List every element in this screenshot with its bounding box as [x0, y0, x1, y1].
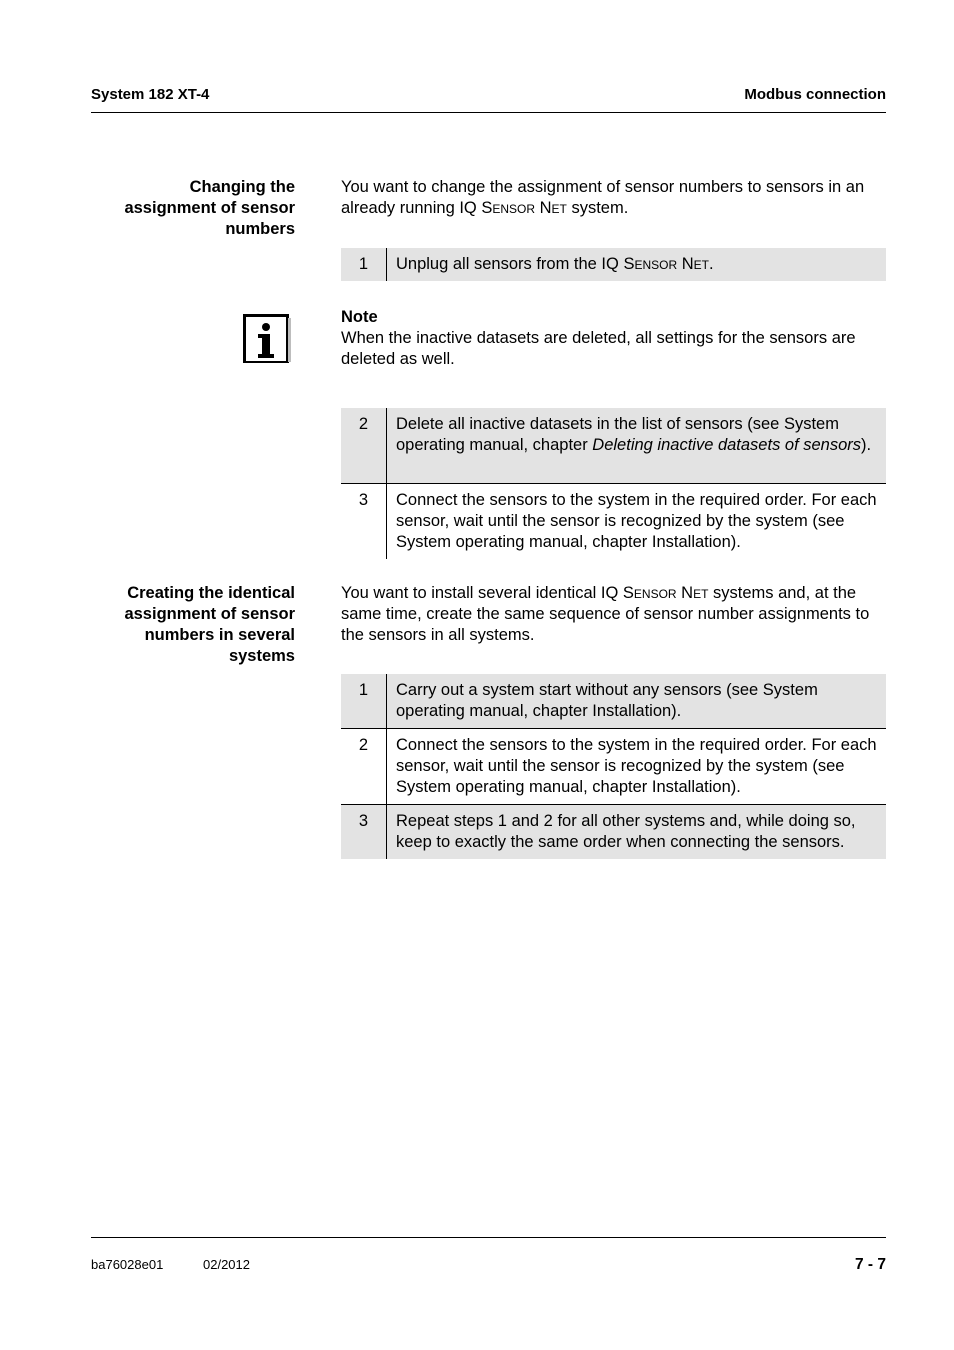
note-block — [341, 307, 886, 370]
step-number: 2 — [341, 729, 387, 805]
note-title: Note — [341, 308, 378, 326]
step-text-part: Delete all inactive datasets in the list of sensors (see System operating manual, chapter — [396, 415, 839, 454]
step-number: 3 — [341, 484, 387, 560]
heading-line: Creating the identical — [127, 584, 295, 602]
chapter-reference: Deleting inactive datasets of sensors — [592, 436, 862, 454]
step-row — [341, 408, 886, 484]
step-text: Connect the sensors to the system in the required order. For each sensor, wait until the sensor is recognized by the system (see System operating manual, chapter Installation). — [387, 484, 887, 560]
section1-step-table-b — [341, 408, 886, 559]
document-code: ba76028e01 — [91, 1257, 164, 1272]
step-number: 3 — [341, 805, 387, 860]
step-number: 2 — [341, 408, 387, 484]
product-name: Sensor Net — [622, 584, 709, 602]
step-row — [341, 484, 886, 560]
intro-text: You want to change the assignment of sensor numbers to sensors in an already running IQ — [341, 178, 865, 217]
step-number: 1 — [341, 248, 387, 281]
info-icon — [243, 314, 292, 363]
step-text: Repeat steps 1 and 2 for all other systems and, while doing so, keep to exactly the same order when connecting the sensors. — [387, 805, 887, 860]
step-row — [341, 674, 886, 729]
section2-intro — [341, 583, 886, 646]
product-name: Sensor Net — [481, 199, 567, 217]
step-text — [387, 408, 887, 484]
step-number: 1 — [341, 674, 387, 729]
document-date: 02/2012 — [203, 1257, 250, 1272]
intro-text: system. — [566, 199, 629, 217]
heading-line: assignment of sensor — [124, 199, 295, 217]
heading-line: assignment of sensor — [124, 605, 295, 623]
step-row — [341, 805, 886, 860]
heading-line: systems — [228, 647, 295, 665]
step-text-part: . — [708, 255, 714, 273]
heading-line: numbers in several — [144, 626, 295, 644]
step-text: Connect the sensors to the system in the required order. For each sensor, wait until the sensor is recognized by the system (see System operating manual, chapter Installation). — [387, 729, 887, 805]
step-text-part: ). — [861, 436, 872, 454]
section1-intro — [341, 177, 886, 219]
running-header-title: System 182 XT-4 — [91, 86, 210, 103]
step-text — [387, 248, 887, 281]
section2-step-table — [341, 674, 886, 859]
product-name: Sensor Net — [623, 255, 709, 273]
header-rule — [91, 112, 886, 113]
footer-rule — [91, 1237, 886, 1238]
section1-step-table-a — [341, 248, 886, 281]
step-text-part: Unplug all sensors from the IQ — [396, 255, 624, 273]
intro-text: systems and, at the same time, create the same sequence of sensor number assignments to the sensors in all systems. — [341, 584, 870, 644]
page-number: 7 - 7 — [854, 1256, 886, 1273]
section-heading-changing — [91, 177, 295, 240]
heading-line: numbers — [225, 220, 295, 238]
step-text: Carry out a system start without any sensors (see System operating manual, chapter Installation). — [387, 674, 887, 729]
note-text: When the inactive datasets are deleted, all settings for the sensors are deleted as well. — [341, 329, 856, 368]
step-row — [341, 248, 886, 281]
heading-line: Changing the — [189, 178, 295, 196]
running-header-chapter: Modbus connection — [744, 86, 886, 103]
step-row — [341, 729, 886, 805]
section-heading-creating — [91, 583, 295, 667]
intro-text: You want to install several identical IQ — [341, 584, 623, 602]
